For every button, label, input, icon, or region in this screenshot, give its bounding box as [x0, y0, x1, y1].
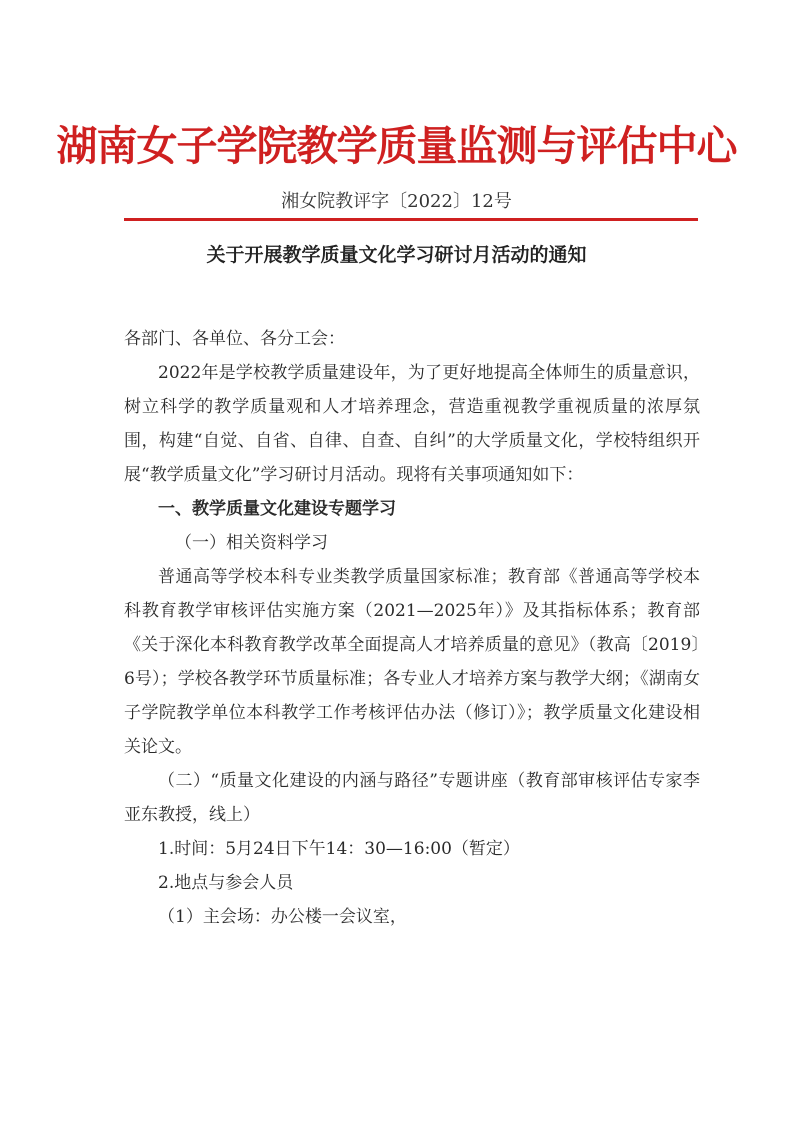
list-item-venue: 2.地点与参会人员 — [158, 873, 294, 893]
section-heading-1: 一、教学质量文化建设专题学习 — [158, 499, 396, 519]
subsection-heading-1: （一）相关资料学习 — [175, 533, 328, 553]
document-number: 湘女院教评字〔2022〕12号 — [281, 191, 512, 212]
list-item-main-venue: （1）主会场：办公楼一会议室， — [158, 907, 407, 927]
notice-body — [124, 322, 700, 934]
materials-paragraph: 普通高等学校本科专业类教学质量国家标准；教育部《普通高等学校本科教育教学审核评估实施方案（2021—2025年）》及其指标体系；教育部《关于深化本科教育教学改革全面提高人才培养质量的意见》（教高〔2019〕6号）；学校各教学环节质量标准；各专业人才培养方案与教学大纲；《湖南女子学院教学单位本科教学工作考核评估办法（修订）》；教学质量文化建设相关论文。 — [124, 567, 700, 757]
list-item-time: 1.时间：5月24日下午14：30—16:00（暂定） — [158, 839, 520, 859]
red-divider-rule — [124, 218, 698, 221]
salutation: 各部门、各单位、各分工会： — [124, 329, 345, 349]
subsection-heading-2: （二）“质量文化建设的内涵与路径”专题讲座（教育部审核评估专家李亚东教授，线上） — [124, 771, 700, 825]
notice-title: 关于开展教学质量文化学习研讨月活动的通知 — [206, 244, 587, 266]
org-masthead-title: 湖南女子学院教学质量监测与评估中心 — [56, 122, 737, 170]
intro-paragraph: 2022年是学校教学质量建设年，为了更好地提高全体师生的质量意识，树立科学的教学质量观和人才培养理念，营造重视教学重视质量的浓厚氛围，构建“自觉、自省、自律、自查、自纠”的大学质量文化，学校特组织开展“教学质量文化”学习研讨月活动。现将有关事项通知如下： — [124, 363, 700, 485]
